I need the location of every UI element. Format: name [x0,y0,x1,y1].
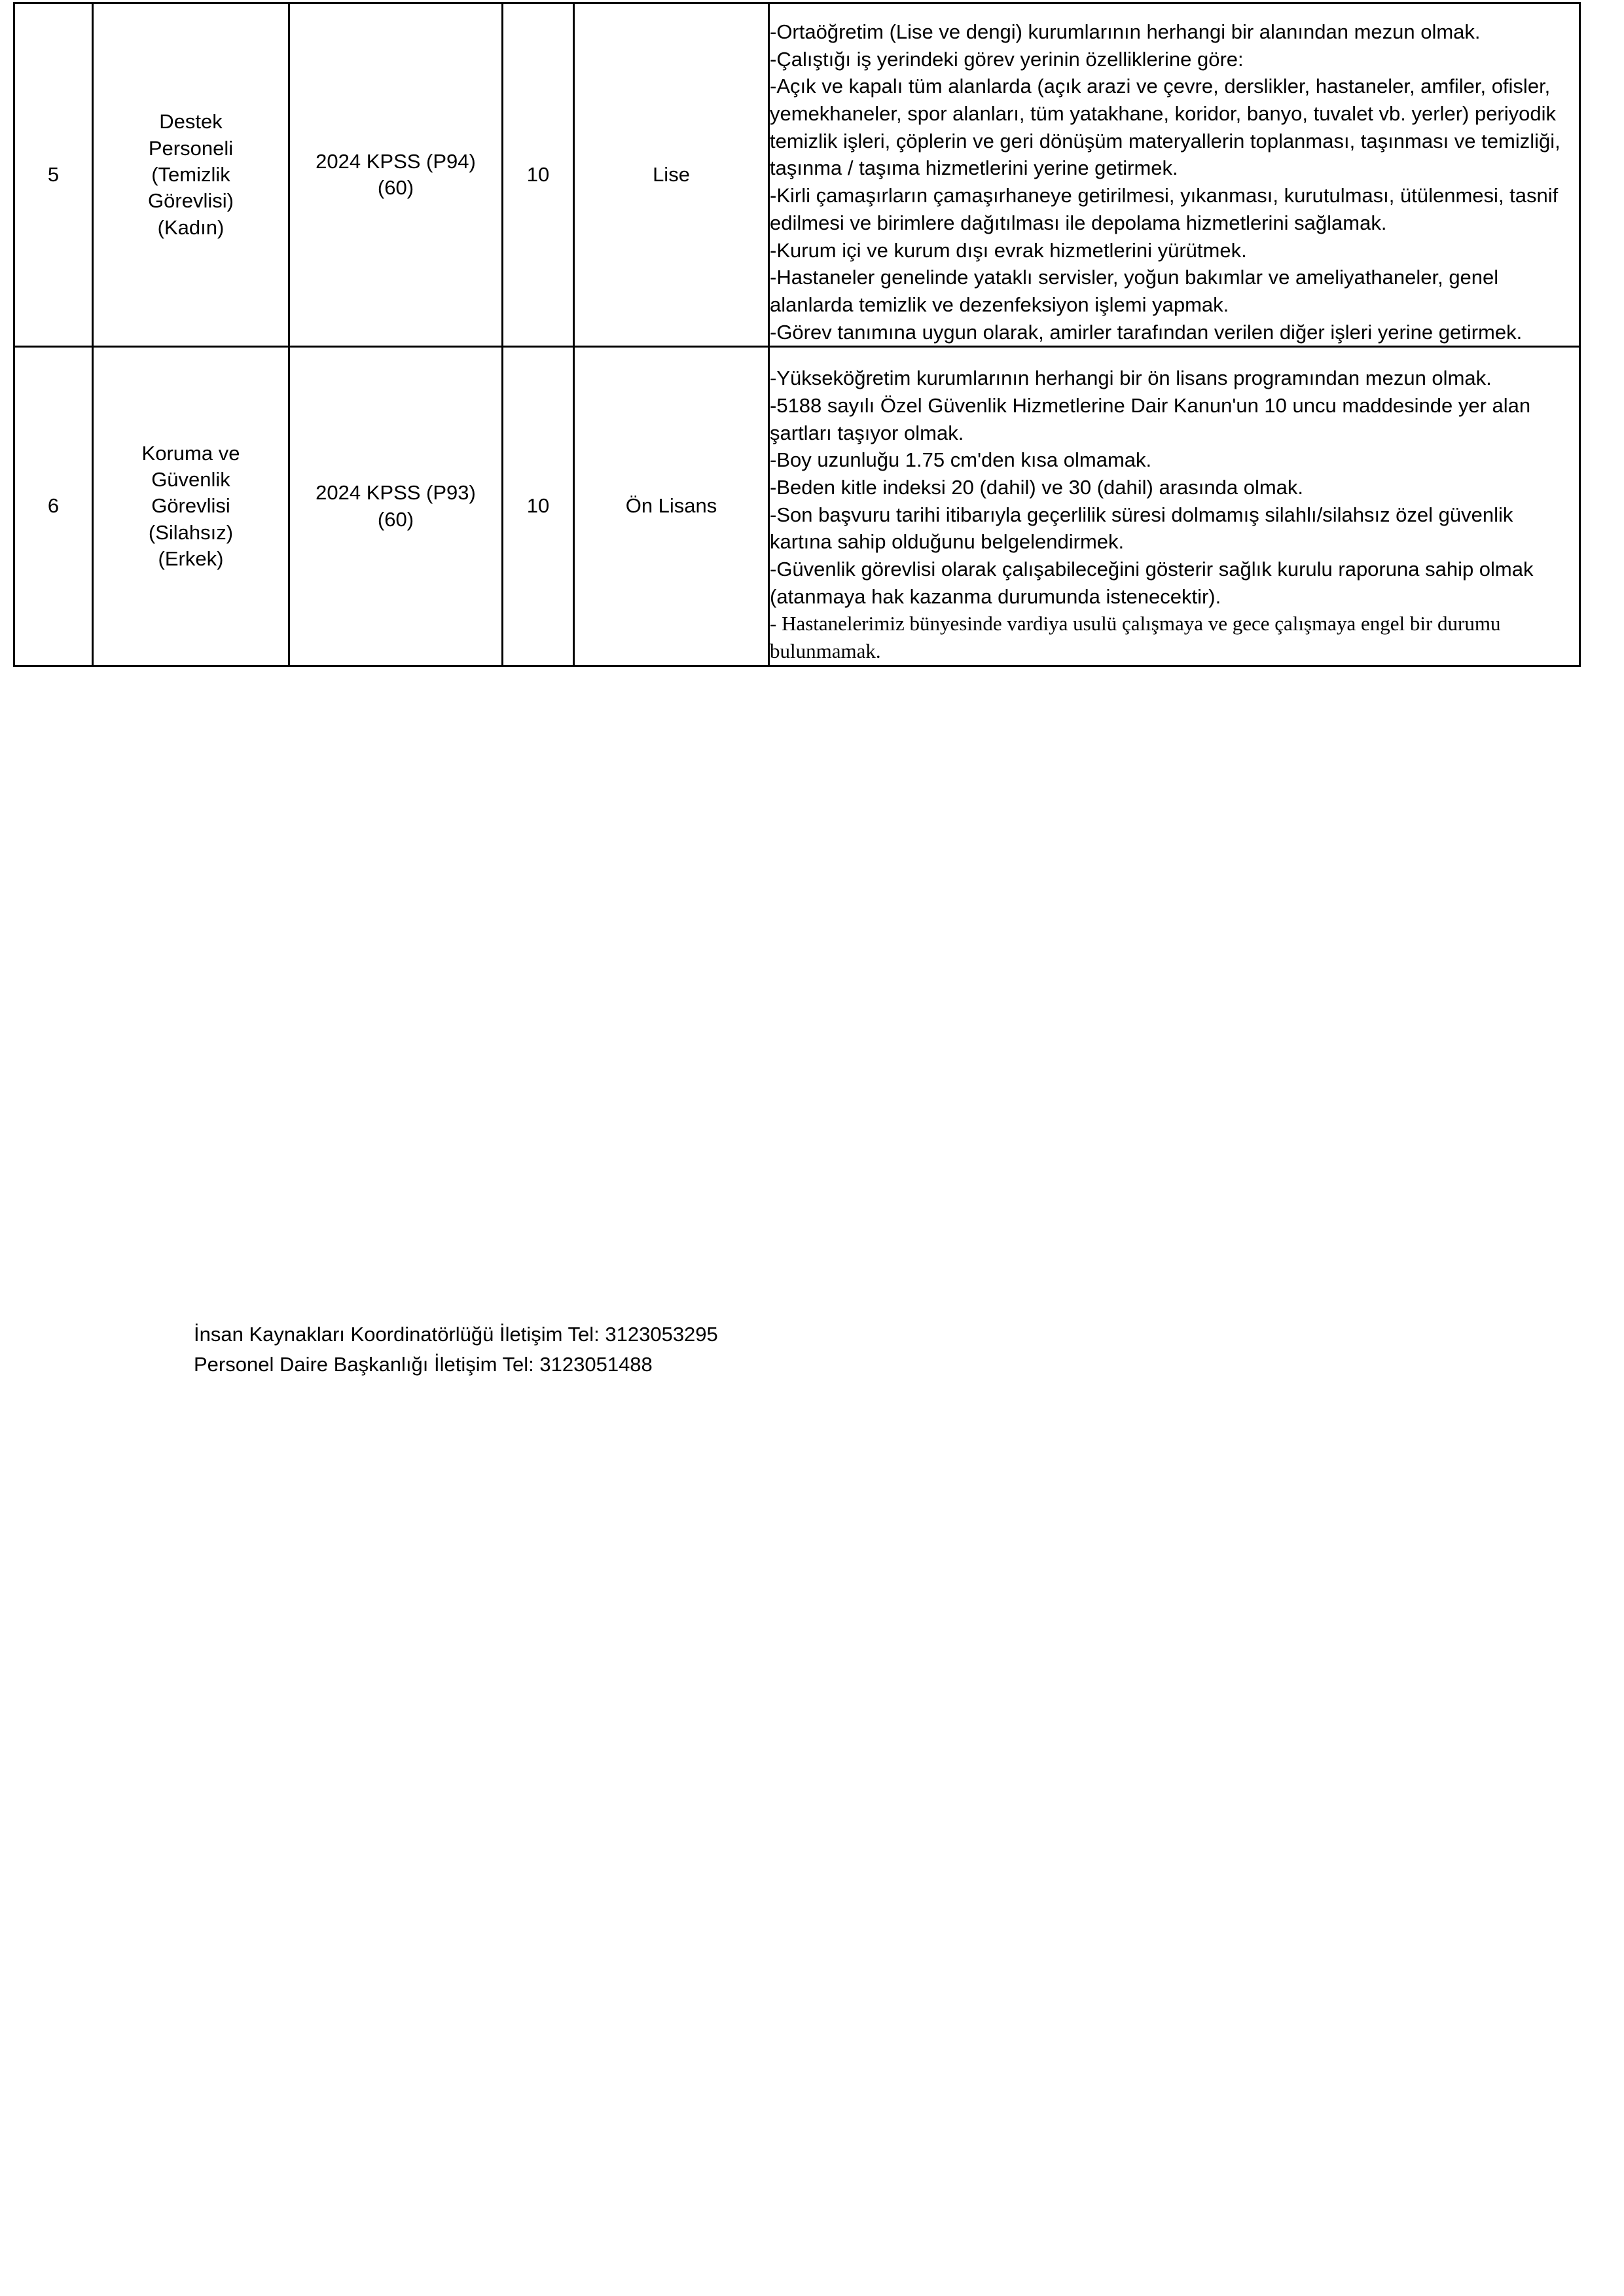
position-title-cell [93,3,289,347]
job-positions-table [13,2,1581,667]
contact-line-personnel: Personel Daire Başkanlığı İletişim Tel: 3123051488 [194,1352,653,1376]
requirements-list [770,365,1579,665]
education-level-cell [574,3,769,347]
row-number-cell [14,347,93,666]
row-number: 5 [47,162,60,186]
position-title-line: Personeli [148,136,234,160]
contact-info-block [194,1319,718,1380]
position-count: 10 [526,162,550,186]
requirement-item: -5188 sayılı Özel Güvenlik Hizmetlerine Dair Kanun'un 10 uncu maddesinde yer alan şartları taşıyor olmak. [770,393,1531,444]
requirement-item: -Kurum içi ve kurum dışı evrak hizmetlerini yürütmek. [770,238,1247,262]
requirement-item: -Boy uzunluğu 1.75 cm'den kısa olmamak. [770,448,1152,472]
position-title-line: (Silahsız) [148,520,234,544]
position-title-line: Görevlisi [151,494,230,518]
position-title-line: Koruma ve [141,441,240,465]
position-title-cell [93,347,289,666]
kpss-score-cell [289,347,503,666]
requirement-item: -Son başvuru tarihi itibarıyla geçerlilik süresi dolmamış silahlı/silahsız özel güvenlik kartına sahip olduğunu belgelendirmek. [770,503,1513,554]
position-title-line: Görevlisi) [148,189,234,213]
kpss-score-cell [289,3,503,347]
position-count-cell [503,347,574,666]
position-count: 10 [526,494,550,518]
position-title-line: (Kadın) [157,215,225,239]
requirement-item: -Görev tanımına uygun olarak, amirler tarafından verilen diğer işleri yerine getirmek. [770,320,1523,344]
requirement-item: -Hastaneler genelinde yataklı servisler, yoğun bakımlar ve ameliyathaneler, genel alanlarda temizlik ve dezenfeksiyon işlemi yapmak. [770,266,1499,316]
requirements-cell [769,347,1580,666]
requirement-item: -Kirli çamaşırların çamaşırhaneye getirilmesi, yıkanması, kurutulması, ütülenmesi, tasnif edilmesi ve birimlere dağıtılması ile depolama hizmetlerini sağlamak. [770,184,1559,234]
requirement-item: -Açık ve kapalı tüm alanlarda (açık arazi ve çevre, derslikler, hastaneler, amfiler, ofisler, yemekhaneler, spor alanları, tüm yatakhane, koridor, banyo, tuvalet vb. yerler) periyodik temizlik işleri, çöplerin ve geri dönüşüm materyallerin toplanması, taşınması ve temizliği, taşınma / taşıma hizmetlerini yerine getirmek. [770,75,1561,180]
position-title-line: (Temizlik [151,162,230,186]
kpss-score-line: (60) [377,507,414,531]
requirement-item: -Yükseköğretim kurumlarının herhangi bir ön lisans programından mezun olmak. [770,367,1492,390]
requirement-item: - Hastanelerimiz bünyesinde vardiya usulü çalışmaya ve gece çalışmaya engel bir durumu bulunmamak. [770,612,1501,663]
position-title-line: Destek [159,110,223,134]
requirement-item: -Çalıştığı iş yerindeki görev yerinin özelliklerine göre: [770,47,1244,71]
requirements-cell [769,3,1580,347]
table-row [14,3,1580,347]
row-number: 6 [47,494,60,518]
education-level: Ön Lisans [625,494,717,518]
table-row [14,347,1580,666]
requirements-list [770,18,1579,346]
requirement-item: -Beden kitle indeksi 20 (dahil) ve 30 (dahil) arasında olmak. [770,476,1304,499]
requirement-item: -Ortaöğretim (Lise ve dengi) kurumlarının herhangi bir alanından mezun olmak. [770,20,1481,43]
kpss-score-line: (60) [377,176,414,200]
education-level: Lise [653,162,690,186]
requirement-item: -Güvenlik görevlisi olarak çalışabileceğini gösterir sağlık kurulu raporuna sahip olmak (atanmaya hak kazanma durumunda istenecektir). [770,558,1534,608]
position-title-line: (Erkek) [158,547,224,570]
table-body [14,3,1580,666]
kpss-score-line: 2024 KPSS (P93) [316,481,476,505]
kpss-score-line: 2024 KPSS (P94) [316,149,476,173]
education-level-cell [574,347,769,666]
position-title-line: Güvenlik [151,468,230,492]
contact-line-hr: İnsan Kaynakları Koordinatörlüğü İletişim Tel: 3123053295 [194,1323,718,1346]
position-count-cell [503,3,574,347]
row-number-cell [14,3,93,347]
